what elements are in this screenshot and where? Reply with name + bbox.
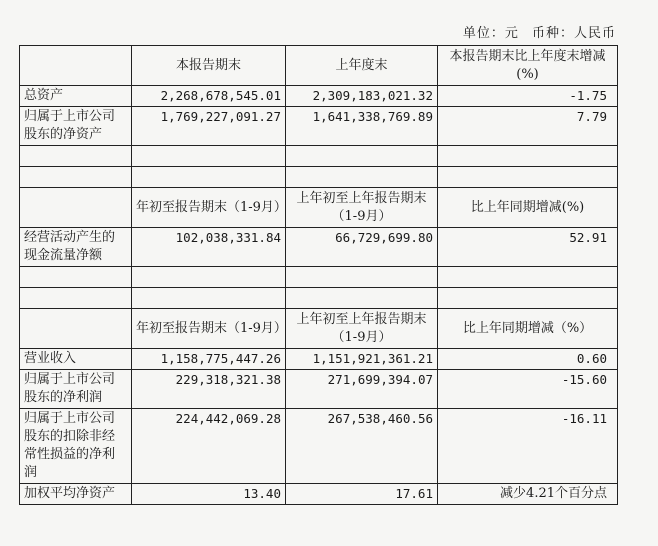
value-cell: 2,309,183,021.32 bbox=[286, 86, 438, 107]
table-row bbox=[20, 107, 618, 146]
table-row bbox=[20, 409, 618, 484]
change-cell: -15.60 bbox=[438, 370, 618, 409]
row-label: 总资产 bbox=[20, 86, 132, 107]
change-cell: 7.79 bbox=[438, 107, 618, 146]
value-cell: 1,641,338,769.89 bbox=[286, 107, 438, 146]
value-cell: 229,318,321.38 bbox=[132, 370, 286, 409]
header-cell: 本报告期末比上年度末增减(%) bbox=[438, 46, 618, 86]
header-cell: 上年初至上年报告期末（1-9月） bbox=[286, 309, 438, 349]
table-row bbox=[20, 349, 618, 370]
change-cell: 0.60 bbox=[438, 349, 618, 370]
row-label: 归属于上市公司股东的净资产 bbox=[20, 107, 132, 146]
change-cell: -1.75 bbox=[438, 86, 618, 107]
change-cell: 52.91 bbox=[438, 228, 618, 267]
header-cell bbox=[20, 46, 132, 86]
empty-row bbox=[20, 288, 618, 309]
value-cell: 1,769,227,091.27 bbox=[132, 107, 286, 146]
value-cell: 1,151,921,361.21 bbox=[286, 349, 438, 370]
value-cell: 2,268,678,545.01 bbox=[132, 86, 286, 107]
section3-header-row bbox=[20, 309, 618, 349]
value-cell: 66,729,699.80 bbox=[286, 228, 438, 267]
empty-row bbox=[20, 146, 618, 167]
value-cell: 267,538,460.56 bbox=[286, 409, 438, 484]
header-cell: 比上年同期增减(%) bbox=[438, 188, 618, 228]
row-label: 经营活动产生的现金流量净额 bbox=[20, 228, 132, 267]
empty-row bbox=[20, 167, 618, 188]
row-label: 归属于上市公司股东的净利润 bbox=[20, 370, 132, 409]
header-cell bbox=[20, 309, 132, 349]
table-row bbox=[20, 86, 618, 107]
section2-header-row bbox=[20, 188, 618, 228]
empty-row bbox=[20, 267, 618, 288]
change-cell: -16.11 bbox=[438, 409, 618, 484]
header-cell bbox=[20, 188, 132, 228]
row-label: 归属于上市公司股东的扣除非经常性损益的净利润 bbox=[20, 409, 132, 484]
value-cell: 224,442,069.28 bbox=[132, 409, 286, 484]
unit-label: 单位：元 bbox=[462, 26, 519, 41]
table-row bbox=[20, 484, 618, 505]
table-row bbox=[20, 370, 618, 409]
header-cell: 本报告期末 bbox=[132, 46, 286, 86]
unit-caption bbox=[455, 22, 616, 41]
row-label: 加权平均净资产 bbox=[20, 484, 132, 505]
row-label: 营业收入 bbox=[20, 349, 132, 370]
change-cell: 减少4.21个百分点 bbox=[438, 484, 618, 505]
value-cell: 271,699,394.07 bbox=[286, 370, 438, 409]
header-cell: 年初至报告期末（1-9月） bbox=[132, 309, 286, 349]
value-cell: 1,158,775,447.26 bbox=[132, 349, 286, 370]
value-cell: 17.61 bbox=[286, 484, 438, 505]
value-cell: 102,038,331.84 bbox=[132, 228, 286, 267]
value-cell: 13.40 bbox=[132, 484, 286, 505]
section1-header-row bbox=[20, 46, 618, 86]
header-cell: 比上年同期增减（%） bbox=[438, 309, 618, 349]
financial-table bbox=[19, 45, 618, 505]
header-cell: 上年度末 bbox=[286, 46, 438, 86]
currency-label: 币种：人民币 bbox=[531, 26, 616, 41]
header-cell: 年初至报告期末（1-9月） bbox=[132, 188, 286, 228]
table-row bbox=[20, 228, 618, 267]
header-cell: 上年初至上年报告期末（1-9月） bbox=[286, 188, 438, 228]
